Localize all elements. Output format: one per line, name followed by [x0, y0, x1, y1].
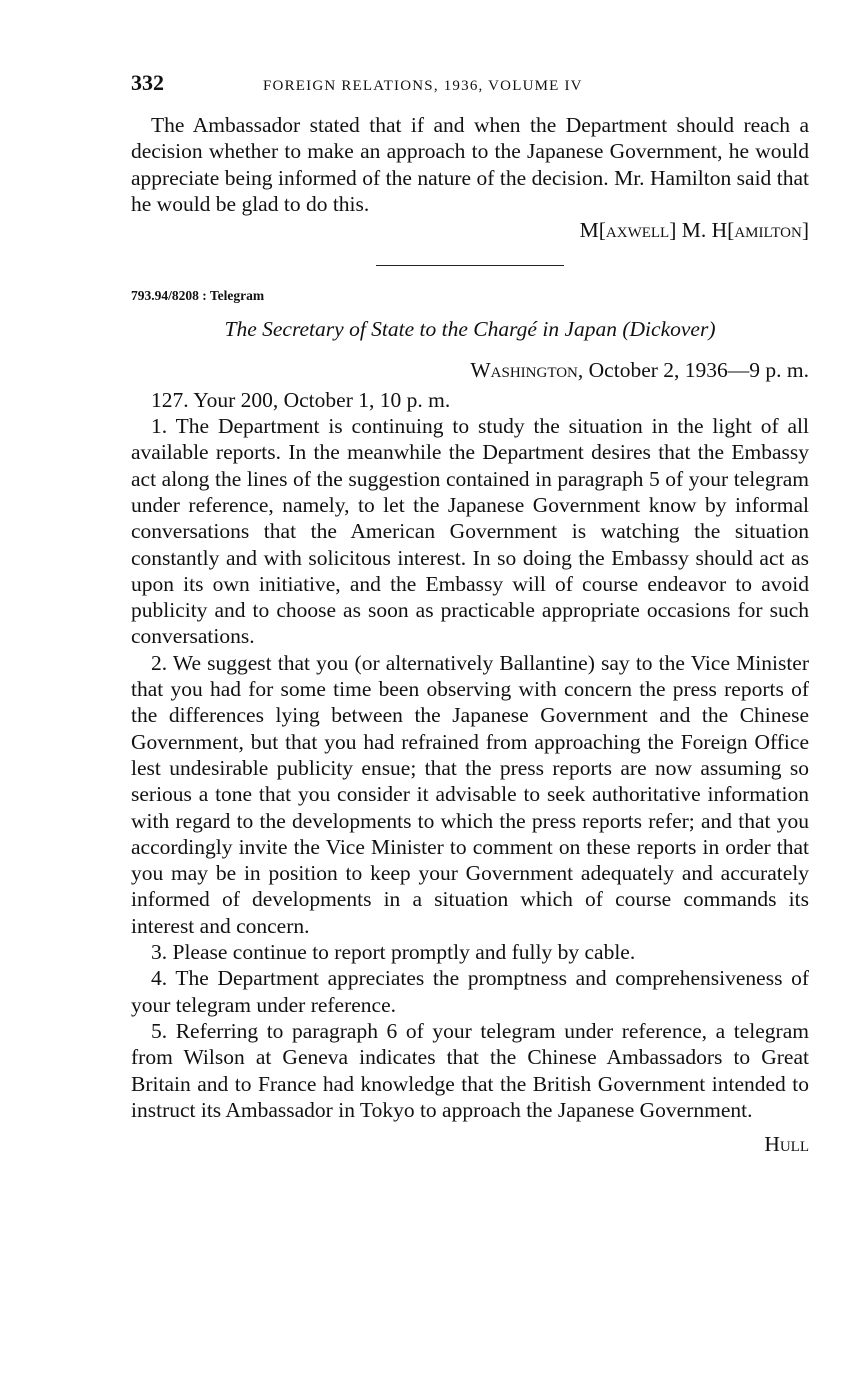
memo-signature: M[axwell] M. H[amilton] [579, 218, 809, 243]
document-title: The Secretary of State to the Chargé in Japan (Dickover) [224, 317, 716, 342]
file-reference: 793.94/8208 : Telegram [131, 288, 265, 304]
paragraph-3: 3. Please continue to report promptly and fully by cable. [151, 940, 636, 965]
section-divider [376, 265, 564, 266]
page-number: 332 [131, 70, 164, 95]
page-header [131, 70, 809, 100]
document-page [131, 70, 809, 1157]
reference-line: 127. Your 200, October 1, 10 p. m. [151, 387, 451, 412]
signer: Hull [764, 1132, 809, 1157]
paragraph-2: 2. We suggest that you (or alternatively Ballantine) say to the Vice Minister that you had for some time been observing with concern the press reports of the differences lying between the Japanese Government and the Chinese Government, but that you had refrained from approaching the Foreign Office lest undesirable publicity ensue; that the press reports are now assuming so serious a tone that you consider it advisable to seek authoritative information with regard to the developments to which the press reports refer; and that you accordingly invite the Vice Minister to comment on these reports in order that you may be in position to keep your Government adequately and accurately informed of developments in a situation which of course commands its interest and concern. [131, 650, 809, 938]
paragraph-5: 5. Referring to paragraph 6 of your telegram under reference, a telegram from Wilson at Geneva indicates that the Chinese Ambassadors to Great Britain and to France had knowledge that the British Government intended to instruct its Ambassador in Tokyo to approach the Japanese Government. [131, 1018, 809, 1122]
intro-paragraph: The Ambassador stated that if and when the Department should reach a decision whether to make an approach to the Japanese Government, he would appreciate being informed of the nature of the decision. Mr. Hamilton said that he would be glad to do this. [131, 113, 809, 216]
paragraph-1: 1. The Department is continuing to study the situation in the light of all available reports. In the meanwhile the Department desires that the Embassy act along the lines of the suggestion contained in paragraph 5 of your telegram under reference, namely, to let the Japanese Government know by informal conversations that the American Government is watching the situation constantly and with solicitous interest. In so doing the Embassy should act as upon its own initiative, and the Embassy will of course endeavor to avoid publicity and to choose as soon as practicable appropriate occasions for such conversations. [131, 414, 809, 649]
running-title: FOREIGN RELATIONS, 1936, VOLUME IV [263, 78, 583, 94]
dateline: Washington, October 2, 1936—9 p. m. [470, 358, 809, 383]
paragraph-4: 4. The Department appreciates the promptness and comprehensiveness of your telegram under reference. [131, 966, 809, 1017]
